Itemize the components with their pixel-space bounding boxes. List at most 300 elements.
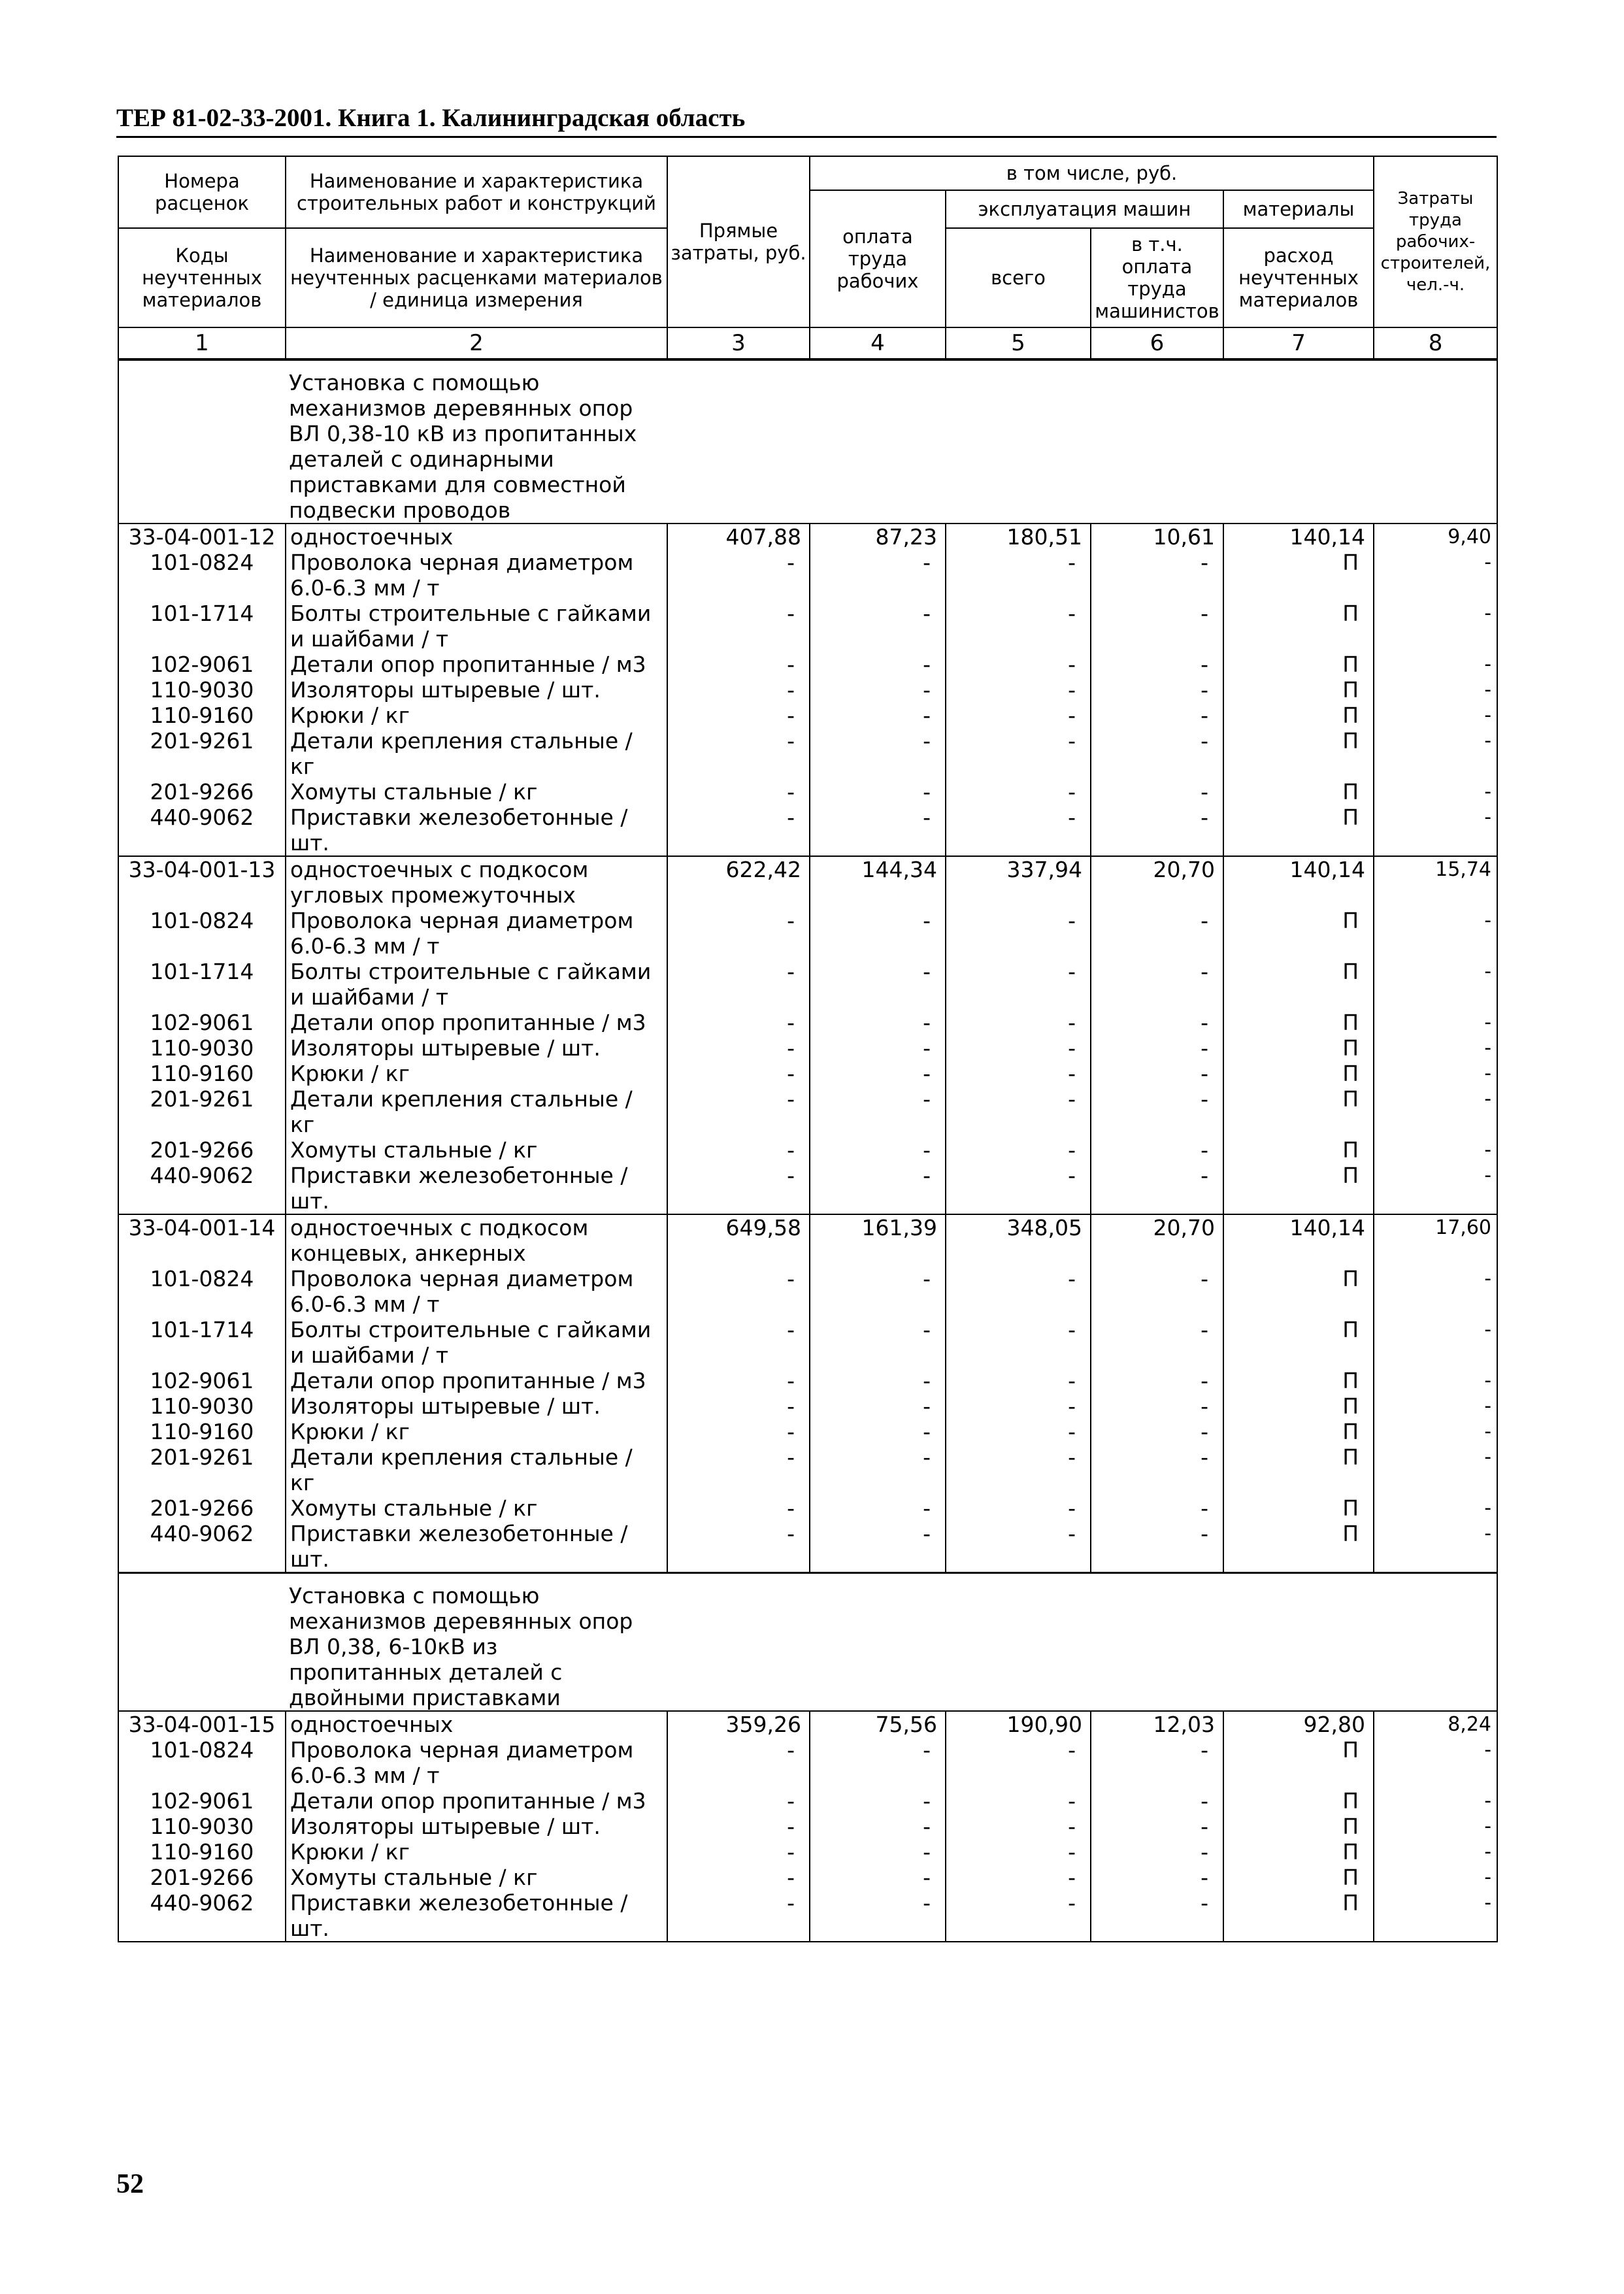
material-code: 110-9160 bbox=[118, 1419, 286, 1444]
machines-total-value: - bbox=[946, 677, 1091, 703]
operator-pay-value: - bbox=[1091, 1788, 1223, 1814]
material-row bbox=[118, 908, 1497, 959]
materials-value: П bbox=[1223, 1814, 1374, 1839]
column-number: 8 bbox=[1374, 327, 1497, 359]
direct-costs-value: - bbox=[667, 1368, 810, 1393]
header-machines: эксплуатация машин bbox=[946, 190, 1223, 228]
machines-total-value: - bbox=[946, 1393, 1091, 1419]
worker-pay-value: 161,39 bbox=[810, 1214, 946, 1266]
direct-costs-value: - bbox=[667, 1788, 810, 1814]
worker-pay-value: - bbox=[810, 1061, 946, 1086]
material-code: 201-9266 bbox=[118, 1137, 286, 1163]
worker-pay-value: - bbox=[810, 652, 946, 677]
machines-total-value: - bbox=[946, 779, 1091, 805]
operator-pay-value: - bbox=[1091, 1266, 1223, 1317]
rate-row bbox=[118, 856, 1497, 908]
direct-costs-value: - bbox=[667, 1266, 810, 1317]
rate-code: 33-04-001-12 bbox=[118, 524, 286, 550]
labor-hours-value: - bbox=[1374, 728, 1497, 779]
direct-costs-value: 622,42 bbox=[667, 856, 810, 908]
material-name: Детали опор пропитанные / м3 bbox=[286, 1010, 667, 1035]
direct-costs-value: - bbox=[667, 805, 810, 856]
worker-pay-value: - bbox=[810, 1266, 946, 1317]
worker-pay-value: - bbox=[810, 1317, 946, 1368]
rate-code: 33-04-001-14 bbox=[118, 1214, 286, 1266]
machines-total-value: - bbox=[946, 1266, 1091, 1317]
labor-hours-value: - bbox=[1374, 1521, 1497, 1573]
operator-pay-value: - bbox=[1091, 1839, 1223, 1865]
column-number: 5 bbox=[946, 327, 1091, 359]
material-row bbox=[118, 1010, 1497, 1035]
section-heading-row bbox=[118, 359, 1497, 524]
machines-total-value: - bbox=[946, 728, 1091, 779]
material-code: 440-9062 bbox=[118, 1521, 286, 1573]
material-name: Хомуты стальные / кг bbox=[286, 1495, 667, 1521]
material-name: Крюки / кг bbox=[286, 1419, 667, 1444]
worker-pay-value: - bbox=[810, 1865, 946, 1890]
material-name: Детали крепления стальные / кг bbox=[286, 1086, 667, 1137]
material-code: 101-1714 bbox=[118, 1317, 286, 1368]
materials-value: П bbox=[1223, 1737, 1374, 1788]
labor-hours-value: - bbox=[1374, 1495, 1497, 1521]
column-numbers-row bbox=[118, 327, 1497, 359]
material-code: 201-9261 bbox=[118, 1086, 286, 1137]
material-name: Приставки железобетонные / шт. bbox=[286, 1163, 667, 1214]
material-row bbox=[118, 1419, 1497, 1444]
labor-hours-value: - bbox=[1374, 1814, 1497, 1839]
machines-total-value: - bbox=[946, 652, 1091, 677]
labor-hours-value: - bbox=[1374, 1010, 1497, 1035]
material-code: 110-9030 bbox=[118, 1393, 286, 1419]
material-name: Детали опор пропитанные / м3 bbox=[286, 1368, 667, 1393]
machines-total-value: - bbox=[946, 550, 1091, 601]
material-name: Болты строительные с гайками и шайбами / т bbox=[286, 1317, 667, 1368]
title-rule bbox=[116, 136, 1497, 138]
machines-total-value: 337,94 bbox=[946, 856, 1091, 908]
material-row bbox=[118, 1521, 1497, 1573]
material-row bbox=[118, 1317, 1497, 1368]
worker-pay-value: - bbox=[810, 1839, 946, 1865]
page-number: 52 bbox=[116, 2169, 144, 2199]
worker-pay-value: - bbox=[810, 1035, 946, 1061]
header-including: в том числе, руб. bbox=[810, 156, 1374, 190]
machines-total-value: - bbox=[946, 1010, 1091, 1035]
material-code: 102-9061 bbox=[118, 1788, 286, 1814]
operator-pay-value: - bbox=[1091, 1035, 1223, 1061]
rate-name: одностоечных с подкосом угловых промежуточных bbox=[286, 856, 667, 908]
material-name: Крюки / кг bbox=[286, 1839, 667, 1865]
material-code: 101-1714 bbox=[118, 601, 286, 652]
operator-pay-value: - bbox=[1091, 1061, 1223, 1086]
column-number: 1 bbox=[118, 327, 286, 359]
labor-hours-value: - bbox=[1374, 1890, 1497, 1942]
materials-value: П bbox=[1223, 1495, 1374, 1521]
material-code: 110-9030 bbox=[118, 1814, 286, 1839]
labor-hours-value: - bbox=[1374, 1035, 1497, 1061]
material-row bbox=[118, 1061, 1497, 1086]
operator-pay-value: - bbox=[1091, 1137, 1223, 1163]
header-labor-costs: Затраты труда рабочих-строителей, чел.-ч. bbox=[1374, 156, 1497, 327]
labor-hours-value: - bbox=[1374, 1163, 1497, 1214]
labor-hours-value: - bbox=[1374, 1086, 1497, 1137]
material-row bbox=[118, 1495, 1497, 1521]
material-name: Изоляторы штыревые / шт. bbox=[286, 677, 667, 703]
material-name: Приставки железобетонные / шт. bbox=[286, 805, 667, 856]
direct-costs-value: - bbox=[667, 1890, 810, 1942]
materials-value: П bbox=[1223, 959, 1374, 1010]
material-row bbox=[118, 1865, 1497, 1890]
materials-value: П bbox=[1223, 1035, 1374, 1061]
material-name: Хомуты стальные / кг bbox=[286, 779, 667, 805]
column-number: 2 bbox=[286, 327, 667, 359]
material-code: 201-9266 bbox=[118, 1495, 286, 1521]
material-code: 102-9061 bbox=[118, 1010, 286, 1035]
worker-pay-value: - bbox=[810, 1086, 946, 1137]
machines-total-value: - bbox=[946, 1368, 1091, 1393]
labor-hours-value: 8,24 bbox=[1374, 1711, 1497, 1737]
materials-value: 140,14 bbox=[1223, 856, 1374, 908]
materials-value: П bbox=[1223, 1010, 1374, 1035]
direct-costs-value: - bbox=[667, 703, 810, 728]
direct-costs-value: - bbox=[667, 1865, 810, 1890]
material-name: Детали крепления стальные / кг bbox=[286, 728, 667, 779]
labor-hours-value: - bbox=[1374, 601, 1497, 652]
direct-costs-value: - bbox=[667, 1444, 810, 1495]
worker-pay-value: - bbox=[810, 805, 946, 856]
material-code: 110-9030 bbox=[118, 677, 286, 703]
worker-pay-value: - bbox=[810, 1788, 946, 1814]
labor-hours-value: - bbox=[1374, 1317, 1497, 1368]
materials-value: П bbox=[1223, 1444, 1374, 1495]
materials-value: 92,80 bbox=[1223, 1711, 1374, 1737]
header-material-consumption: расход неучтенных материалов bbox=[1223, 228, 1374, 327]
direct-costs-value: - bbox=[667, 1086, 810, 1137]
direct-costs-value: - bbox=[667, 1163, 810, 1214]
worker-pay-value: - bbox=[810, 601, 946, 652]
machines-total-value: - bbox=[946, 1419, 1091, 1444]
direct-costs-value: - bbox=[667, 1521, 810, 1573]
worker-pay-value: - bbox=[810, 959, 946, 1010]
direct-costs-value: - bbox=[667, 677, 810, 703]
material-row bbox=[118, 959, 1497, 1010]
materials-value: П bbox=[1223, 1266, 1374, 1317]
machines-total-value: - bbox=[946, 959, 1091, 1010]
materials-value: П bbox=[1223, 1890, 1374, 1942]
material-row bbox=[118, 1839, 1497, 1865]
operator-pay-value: - bbox=[1091, 1419, 1223, 1444]
operator-pay-value: - bbox=[1091, 1495, 1223, 1521]
header-material-name: Наименование и характеристика неучтенных расценками материалов / единица измерения bbox=[286, 228, 667, 327]
worker-pay-value: - bbox=[810, 1814, 946, 1839]
material-row bbox=[118, 1890, 1497, 1942]
direct-costs-value: - bbox=[667, 1495, 810, 1521]
direct-costs-value: - bbox=[667, 1419, 810, 1444]
labor-hours-value: - bbox=[1374, 1419, 1497, 1444]
material-code: 102-9061 bbox=[118, 1368, 286, 1393]
machines-total-value: - bbox=[946, 1086, 1091, 1137]
column-number: 4 bbox=[810, 327, 946, 359]
labor-hours-value: - bbox=[1374, 908, 1497, 959]
operator-pay-value: - bbox=[1091, 1086, 1223, 1137]
column-number: 7 bbox=[1223, 327, 1374, 359]
direct-costs-value: - bbox=[667, 908, 810, 959]
material-name: Детали опор пропитанные / м3 bbox=[286, 1788, 667, 1814]
direct-costs-value: - bbox=[667, 1061, 810, 1086]
machines-total-value: - bbox=[946, 1495, 1091, 1521]
materials-value: П bbox=[1223, 1865, 1374, 1890]
material-code: 201-9261 bbox=[118, 1444, 286, 1495]
machines-total-value: - bbox=[946, 805, 1091, 856]
rate-row bbox=[118, 1711, 1497, 1737]
material-code: 102-9061 bbox=[118, 652, 286, 677]
operator-pay-value: - bbox=[1091, 779, 1223, 805]
operator-pay-value: - bbox=[1091, 1737, 1223, 1788]
material-code: 110-9160 bbox=[118, 1839, 286, 1865]
material-code: 201-9266 bbox=[118, 1865, 286, 1890]
operator-pay-value: - bbox=[1091, 550, 1223, 601]
operator-pay-value: - bbox=[1091, 1010, 1223, 1035]
worker-pay-value: - bbox=[810, 1737, 946, 1788]
labor-hours-value: 9,40 bbox=[1374, 524, 1497, 550]
rate-name: одностоечных с подкосом концевых, анкерных bbox=[286, 1214, 667, 1266]
material-name: Проволока черная диаметром 6.0-6.3 мм / т bbox=[286, 1737, 667, 1788]
material-name: Изоляторы штыревые / шт. bbox=[286, 1393, 667, 1419]
machines-total-value: - bbox=[946, 1865, 1091, 1890]
materials-value: П bbox=[1223, 1061, 1374, 1086]
material-code: 110-9030 bbox=[118, 1035, 286, 1061]
rate-row bbox=[118, 1214, 1497, 1266]
header-direct-costs: Прямые затраты, руб. bbox=[667, 156, 810, 327]
machines-total-value: - bbox=[946, 703, 1091, 728]
labor-hours-value: - bbox=[1374, 677, 1497, 703]
worker-pay-value: 144,34 bbox=[810, 856, 946, 908]
machines-total-value: - bbox=[946, 1444, 1091, 1495]
rates-table bbox=[118, 156, 1498, 1942]
operator-pay-value: 12,03 bbox=[1091, 1711, 1223, 1737]
column-number: 6 bbox=[1091, 327, 1223, 359]
labor-hours-value: - bbox=[1374, 959, 1497, 1010]
material-code: 201-9261 bbox=[118, 728, 286, 779]
material-name: Изоляторы штыревые / шт. bbox=[286, 1814, 667, 1839]
material-row bbox=[118, 1788, 1497, 1814]
labor-hours-value: - bbox=[1374, 1444, 1497, 1495]
material-name: Приставки железобетонные / шт. bbox=[286, 1890, 667, 1942]
operator-pay-value: - bbox=[1091, 1865, 1223, 1890]
rate-code: 33-04-001-15 bbox=[118, 1711, 286, 1737]
machines-total-value: - bbox=[946, 1814, 1091, 1839]
material-row bbox=[118, 1266, 1497, 1317]
material-row bbox=[118, 1086, 1497, 1137]
direct-costs-value: - bbox=[667, 1010, 810, 1035]
machines-total-value: - bbox=[946, 1737, 1091, 1788]
machines-total-value: - bbox=[946, 1035, 1091, 1061]
materials-value: П bbox=[1223, 1368, 1374, 1393]
worker-pay-value: - bbox=[810, 1419, 946, 1444]
material-name: Приставки железобетонные / шт. bbox=[286, 1521, 667, 1573]
direct-costs-value: - bbox=[667, 728, 810, 779]
machines-total-value: - bbox=[946, 601, 1091, 652]
direct-costs-value: - bbox=[667, 779, 810, 805]
section-title: Установка с помощью механизмов деревянных опор ВЛ 0,38-10 кВ из пропитанных деталей с одинарными приставками для совместной подвески проводов bbox=[289, 370, 637, 523]
direct-costs-value: - bbox=[667, 1137, 810, 1163]
machines-total-value: - bbox=[946, 1317, 1091, 1368]
labor-hours-value: - bbox=[1374, 1393, 1497, 1419]
material-name: Проволока черная диаметром 6.0-6.3 мм / т bbox=[286, 1266, 667, 1317]
direct-costs-value: - bbox=[667, 601, 810, 652]
materials-value: П bbox=[1223, 1521, 1374, 1573]
header-worker-pay: оплата труда рабочих bbox=[810, 190, 946, 327]
worker-pay-value: - bbox=[810, 1137, 946, 1163]
section-cell bbox=[118, 359, 1497, 524]
material-row bbox=[118, 1035, 1497, 1061]
materials-value: 140,14 bbox=[1223, 1214, 1374, 1266]
operator-pay-value: - bbox=[1091, 1393, 1223, 1419]
operator-pay-value: - bbox=[1091, 805, 1223, 856]
material-code: 101-0824 bbox=[118, 550, 286, 601]
operator-pay-value: - bbox=[1091, 1814, 1223, 1839]
materials-value: П bbox=[1223, 601, 1374, 652]
material-row bbox=[118, 1814, 1497, 1839]
labor-hours-value: - bbox=[1374, 1368, 1497, 1393]
operator-pay-value: - bbox=[1091, 703, 1223, 728]
material-name: Болты строительные с гайками и шайбами / т bbox=[286, 959, 667, 1010]
material-row bbox=[118, 779, 1497, 805]
materials-value: П bbox=[1223, 1788, 1374, 1814]
machines-total-value: - bbox=[946, 908, 1091, 959]
material-name: Изоляторы штыревые / шт. bbox=[286, 1035, 667, 1061]
materials-value: П bbox=[1223, 779, 1374, 805]
direct-costs-value: - bbox=[667, 959, 810, 1010]
labor-hours-value: - bbox=[1374, 703, 1497, 728]
materials-value: П bbox=[1223, 1393, 1374, 1419]
section-title: Установка с помощью механизмов деревянных опор ВЛ 0,38, 6-10кВ из пропитанных деталей с двойными приставками bbox=[289, 1583, 633, 1710]
material-name: Проволока черная диаметром 6.0-6.3 мм / т bbox=[286, 550, 667, 601]
labor-hours-value: - bbox=[1374, 1865, 1497, 1890]
material-code: 101-0824 bbox=[118, 908, 286, 959]
labor-hours-value: - bbox=[1374, 805, 1497, 856]
materials-value: П bbox=[1223, 1317, 1374, 1368]
header-material-codes: Коды неучтенных материалов bbox=[118, 228, 286, 327]
materials-value: П bbox=[1223, 728, 1374, 779]
labor-hours-value: - bbox=[1374, 652, 1497, 677]
materials-value: П bbox=[1223, 1839, 1374, 1865]
machines-total-value: - bbox=[946, 1521, 1091, 1573]
machines-total-value: - bbox=[946, 1061, 1091, 1086]
labor-hours-value: - bbox=[1374, 779, 1497, 805]
operator-pay-value: - bbox=[1091, 1163, 1223, 1214]
material-name: Крюки / кг bbox=[286, 1061, 667, 1086]
material-row bbox=[118, 728, 1497, 779]
material-name: Хомуты стальные / кг bbox=[286, 1137, 667, 1163]
worker-pay-value: - bbox=[810, 1890, 946, 1942]
labor-hours-value: - bbox=[1374, 1137, 1497, 1163]
material-row bbox=[118, 805, 1497, 856]
material-row bbox=[118, 550, 1497, 601]
labor-hours-value: 17,60 bbox=[1374, 1214, 1497, 1266]
worker-pay-value: - bbox=[810, 1368, 946, 1393]
labor-hours-value: - bbox=[1374, 1839, 1497, 1865]
materials-value: П bbox=[1223, 550, 1374, 601]
operator-pay-value: - bbox=[1091, 728, 1223, 779]
worker-pay-value: - bbox=[810, 779, 946, 805]
direct-costs-value: 649,58 bbox=[667, 1214, 810, 1266]
operator-pay-value: 20,70 bbox=[1091, 1214, 1223, 1266]
column-number: 3 bbox=[667, 327, 810, 359]
direct-costs-value: - bbox=[667, 1035, 810, 1061]
operator-pay-value: - bbox=[1091, 677, 1223, 703]
material-code: 101-0824 bbox=[118, 1737, 286, 1788]
worker-pay-value: 87,23 bbox=[810, 524, 946, 550]
material-code: 440-9062 bbox=[118, 1890, 286, 1942]
material-row bbox=[118, 1137, 1497, 1163]
operator-pay-value: - bbox=[1091, 959, 1223, 1010]
worker-pay-value: - bbox=[810, 550, 946, 601]
operator-pay-value: - bbox=[1091, 908, 1223, 959]
materials-value: П bbox=[1223, 1086, 1374, 1137]
material-code: 110-9160 bbox=[118, 1061, 286, 1086]
material-code: 110-9160 bbox=[118, 703, 286, 728]
materials-value: 140,14 bbox=[1223, 524, 1374, 550]
labor-hours-value: - bbox=[1374, 1061, 1497, 1086]
worker-pay-value: - bbox=[810, 677, 946, 703]
worker-pay-value: - bbox=[810, 1163, 946, 1214]
operator-pay-value: - bbox=[1091, 1521, 1223, 1573]
worker-pay-value: - bbox=[810, 1444, 946, 1495]
labor-hours-value: - bbox=[1374, 550, 1497, 601]
header-rate-numbers: Номера расценок bbox=[118, 156, 286, 228]
worker-pay-value: - bbox=[810, 908, 946, 959]
worker-pay-value: 75,56 bbox=[810, 1711, 946, 1737]
machines-total-value: 348,05 bbox=[946, 1214, 1091, 1266]
material-code: 440-9062 bbox=[118, 1163, 286, 1214]
material-row bbox=[118, 652, 1497, 677]
direct-costs-value: 407,88 bbox=[667, 524, 810, 550]
material-row bbox=[118, 601, 1497, 652]
rate-row bbox=[118, 524, 1497, 550]
document-title: ТЕР 81-02-33-2001. Книга 1. Калининградская область bbox=[116, 104, 746, 132]
operator-pay-value: - bbox=[1091, 1317, 1223, 1368]
worker-pay-value: - bbox=[810, 1010, 946, 1035]
section-cell bbox=[118, 1573, 1497, 1712]
header-machines-total: всего bbox=[946, 228, 1091, 327]
direct-costs-value: - bbox=[667, 1393, 810, 1419]
rate-code: 33-04-001-13 bbox=[118, 856, 286, 908]
operator-pay-value: - bbox=[1091, 1368, 1223, 1393]
operator-pay-value: 10,61 bbox=[1091, 524, 1223, 550]
machines-total-value: 190,90 bbox=[946, 1711, 1091, 1737]
worker-pay-value: - bbox=[810, 728, 946, 779]
machines-total-value: - bbox=[946, 1163, 1091, 1214]
labor-hours-value: - bbox=[1374, 1266, 1497, 1317]
operator-pay-value: - bbox=[1091, 652, 1223, 677]
machines-total-value: - bbox=[946, 1839, 1091, 1865]
labor-hours-value: - bbox=[1374, 1788, 1497, 1814]
material-row bbox=[118, 703, 1497, 728]
material-row bbox=[118, 1393, 1497, 1419]
material-name: Крюки / кг bbox=[286, 703, 667, 728]
material-code: 101-0824 bbox=[118, 1266, 286, 1317]
operator-pay-value: - bbox=[1091, 1444, 1223, 1495]
material-name: Детали крепления стальные / кг bbox=[286, 1444, 667, 1495]
materials-value: П bbox=[1223, 908, 1374, 959]
materials-value: П bbox=[1223, 703, 1374, 728]
header-work-name: Наименование и характеристика строительных работ и конструкций bbox=[286, 156, 667, 228]
material-row bbox=[118, 1163, 1497, 1214]
direct-costs-value: - bbox=[667, 550, 810, 601]
rate-name: одностоечных bbox=[286, 1711, 667, 1737]
machines-total-value: - bbox=[946, 1137, 1091, 1163]
materials-value: П bbox=[1223, 1163, 1374, 1214]
